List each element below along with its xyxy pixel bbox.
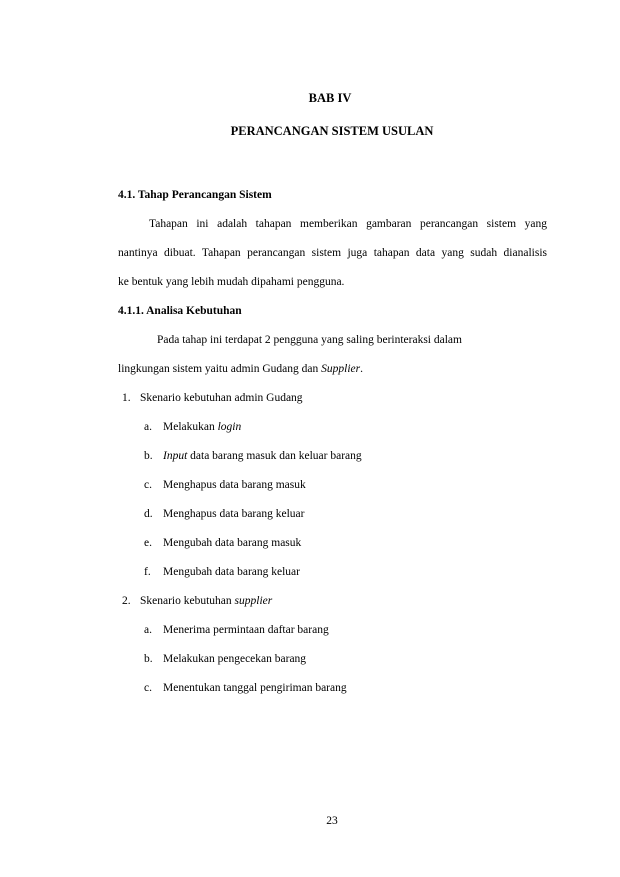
list-item — [163, 479, 306, 491]
list-label: Skenario kebutuhan admin Gudang — [140, 392, 303, 404]
label-text: Skenario kebutuhan — [140, 595, 235, 607]
paragraph-text: . — [360, 363, 363, 375]
item-text: Menentukan tanggal pengiriman barang — [163, 682, 347, 694]
chapter-title: PERANCANGAN SISTEM USULAN — [230, 124, 434, 138]
list-letter: c. — [144, 682, 152, 694]
list-letter: c. — [144, 479, 152, 491]
list-letter: d. — [144, 508, 153, 520]
list-letter: b. — [144, 653, 153, 665]
list-item — [163, 682, 347, 694]
list-item — [163, 537, 301, 549]
paragraph-text: lingkungan sistem yaitu admin Gudang dan — [118, 363, 322, 375]
chapter-number: BAB IV — [308, 91, 352, 105]
item-text: Melakukan — [163, 421, 218, 433]
list-label — [140, 595, 272, 607]
list-item — [163, 566, 300, 578]
paragraph-italic: Supplier — [321, 363, 361, 375]
list-item — [163, 421, 241, 433]
item-italic: Input — [163, 450, 188, 462]
list-number: 2. — [122, 595, 131, 607]
item-text: data barang masuk dan keluar barang — [187, 450, 362, 462]
item-text: Melakukan pengecekan barang — [163, 653, 307, 665]
paragraph-line: nantinya dibuat. Tahapan perancangan sistem juga tahapan data yang sudah dianalisis — [118, 247, 547, 259]
item-text: Mengubah data barang masuk — [163, 537, 302, 549]
list-item — [163, 450, 362, 462]
list-letter: b. — [144, 450, 153, 462]
item-italic: login — [217, 421, 242, 433]
section-heading-4-1: 4.1. Tahap Perancangan Sistem — [118, 189, 272, 201]
label-italic: supplier — [234, 595, 273, 607]
list-letter: a. — [144, 624, 152, 636]
paragraph-line — [118, 363, 363, 375]
list-number: 1. — [122, 392, 131, 404]
item-text: Menerima permintaan daftar barang — [163, 624, 329, 636]
list-item — [163, 508, 304, 520]
list-letter: f. — [144, 566, 151, 578]
list-letter: a. — [144, 421, 152, 433]
list-letter: e. — [144, 537, 152, 549]
list-item — [163, 624, 329, 636]
item-text: Menghapus data barang keluar — [163, 508, 305, 520]
paragraph-line: ke bentuk yang lebih mudah dipahami pengguna. — [118, 276, 345, 288]
list-item — [163, 653, 306, 665]
item-text: Mengubah data barang keluar — [163, 566, 300, 578]
section-heading-4-1-1: 4.1.1. Analisa Kebutuhan — [118, 305, 242, 317]
paragraph-line: Tahapan ini adalah tahapan memberikan gambaran perancangan sistem yang — [149, 218, 547, 230]
page-number: 23 — [326, 815, 338, 827]
paragraph-line: Pada tahap ini terdapat 2 pengguna yang saling berinteraksi dalam — [157, 334, 462, 346]
item-text: Menghapus data barang masuk — [163, 479, 306, 491]
